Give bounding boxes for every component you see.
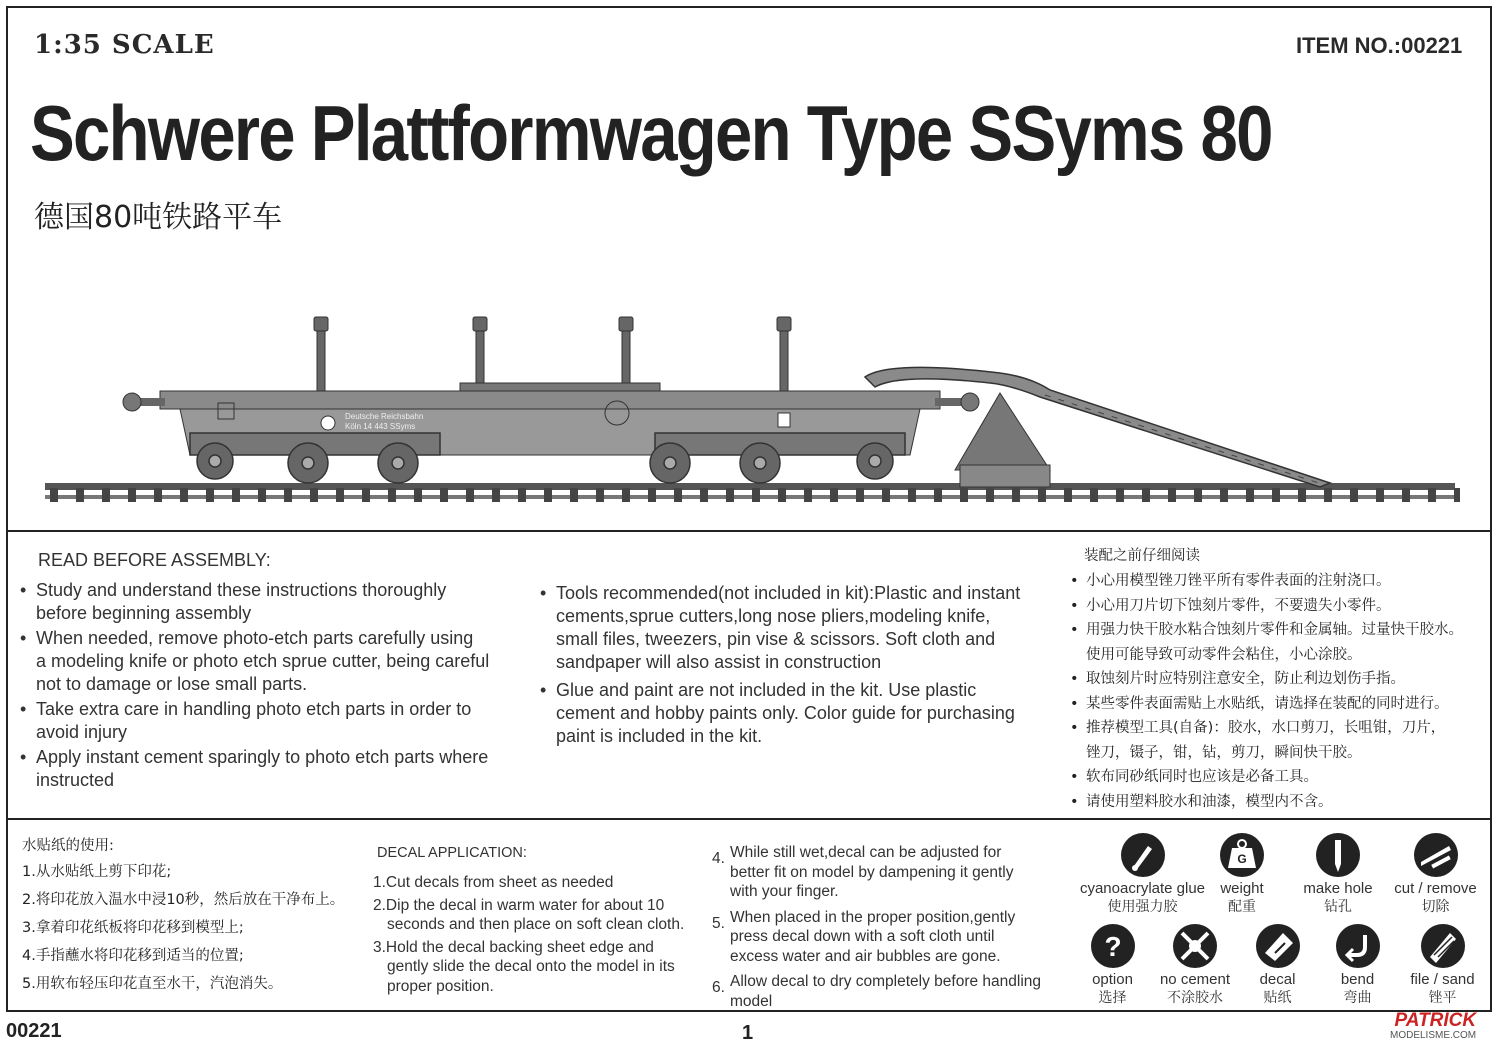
- drill-icon: [1315, 832, 1361, 878]
- decal-step-number: 6.: [712, 979, 725, 996]
- bend-icon: [1335, 923, 1381, 969]
- rail-tie: [1168, 488, 1176, 502]
- rail-tie: [908, 488, 916, 502]
- decal-step-cn: 3.拿着印花纸板将印花移到模型上;: [22, 920, 244, 936]
- bullet-item: [20, 746, 530, 792]
- rail-tie: [180, 488, 188, 502]
- decal-step-cn: 4.手指蘸水将印花移到适当的位置;: [22, 948, 244, 964]
- rail-tie: [414, 488, 422, 502]
- read-before-heading-cn: 装配之前仔细阅读: [1084, 548, 1200, 564]
- decal-step-line: with your finger.: [730, 883, 839, 900]
- rail-tie: [440, 488, 448, 502]
- decal-list-cn: [22, 858, 344, 998]
- scale-label: 1:35 SCALE: [34, 30, 215, 60]
- decal-step-number: 4.: [712, 850, 725, 867]
- bullet-line: before beginning assembly: [36, 603, 252, 623]
- legend-label: make hole: [1303, 880, 1373, 897]
- decal-step-line: proper position.: [387, 977, 494, 995]
- bullet-line: a modeling knife or photo etch sprue cutter, being careful: [36, 651, 490, 671]
- legend-label: cyanoacrylate glue: [1079, 880, 1206, 897]
- bullet-item: [540, 679, 1060, 748]
- rail-tie: [544, 488, 552, 502]
- bullet-line: • 用强力快干胶水粘合蚀刻片零件和金属轴。过量快干胶水。: [1086, 622, 1463, 638]
- legend-label-cn: 锉平: [1428, 990, 1457, 1006]
- legend-label: option: [1092, 971, 1133, 988]
- bullet-item: [20, 579, 530, 625]
- decal-step-line: 3.Hold the decal backing sheet edge and: [373, 938, 654, 956]
- bullet-line: sandpaper will also assist in construction: [556, 652, 882, 672]
- legend-item: [1080, 923, 1145, 1007]
- page-subtitle-cn: 德国80吨铁路平车: [34, 200, 283, 235]
- page-number: 1: [742, 1022, 754, 1044]
- bullet-line: • 小心用刀片切下蚀刻片零件，不要遗失小零件。: [1086, 597, 1391, 614]
- bullet-item: [1070, 569, 1490, 594]
- icon-glyph: G: [1237, 852, 1247, 866]
- bullet-item: [1070, 790, 1490, 815]
- rail-tie: [622, 488, 630, 502]
- decal-step-line: When placed in the proper position,gently: [730, 908, 1016, 926]
- rail-tie: [596, 488, 604, 502]
- rail-tie: [128, 488, 136, 502]
- decal-step-line: press decal down with a soft cloth until: [730, 928, 995, 945]
- bullet-line: • When needed, remove photo-etch parts carefully using: [36, 628, 474, 648]
- rail-tie: [856, 488, 864, 502]
- rail-tie: [1038, 488, 1046, 502]
- bullet-item: [20, 698, 530, 744]
- decal-step: [373, 938, 708, 997]
- bullet-line: • Take extra care in handling photo etch parts in order to: [36, 699, 472, 719]
- rail-tie: [1116, 488, 1124, 502]
- bullet-line: small files, tweezers, pin vise & scissors. Soft cloth and: [556, 629, 996, 649]
- bullet-item: [1070, 765, 1490, 790]
- rail-tie: [1272, 488, 1280, 502]
- bullet-item: [1070, 594, 1490, 619]
- rail-tie: [1220, 488, 1228, 502]
- bullet-item: [1070, 618, 1490, 667]
- read-before-list-2: [540, 582, 1060, 748]
- legend-label-cn: 配重: [1228, 899, 1256, 915]
- rail-tie: [284, 488, 292, 502]
- legend-label: no cement: [1159, 971, 1231, 988]
- weight-icon: [1219, 832, 1265, 878]
- rail-tie: [778, 488, 786, 502]
- file-sand-icon: [1420, 923, 1466, 969]
- rail-tie: [310, 488, 318, 502]
- read-before-list-cn: [1070, 569, 1490, 814]
- rail-tie: [570, 488, 578, 502]
- legend-label-cn: 钻孔: [1324, 899, 1352, 915]
- bullet-line: • Apply instant cement sparingly to photo etch parts where: [36, 747, 489, 767]
- watermark-bottom: MODELISME.COM: [1390, 1030, 1477, 1041]
- divider-top: [6, 530, 1492, 532]
- bullet-line: • 请使用塑料胶水和油漆，模型内不含。: [1086, 793, 1333, 810]
- decal-step-line: gently slide the decal onto the model in its: [387, 958, 675, 975]
- wagon-marking-2: Köln 14 443 SSyms: [345, 422, 416, 431]
- rail-tie: [1194, 488, 1202, 502]
- legend-label: decal: [1259, 971, 1296, 988]
- glue-drop-icon: [1120, 832, 1166, 878]
- decal-step-number: 5.: [712, 914, 725, 932]
- legend-label-cn: 贴纸: [1263, 990, 1292, 1006]
- rail-tie: [830, 488, 838, 502]
- rail-tie: [1402, 488, 1410, 502]
- knife-icon: [1413, 832, 1459, 878]
- rail-tie: [1090, 488, 1098, 502]
- rail-tie: [1142, 488, 1150, 502]
- rail-tie: [388, 488, 396, 502]
- decal-step-line: While still wet,decal can be adjusted for: [730, 844, 1002, 861]
- bullet-line: 锉刀，镊子，钳，钻，剪刀，瞬间快干胶。: [1086, 744, 1362, 761]
- legend-label-cn: 选择: [1098, 990, 1127, 1006]
- legend-label: cut / remove: [1394, 880, 1477, 897]
- decal-step: [712, 843, 1067, 902]
- decal-step-cn: 1.从水贴纸上剪下印花;: [22, 864, 172, 880]
- decal-heading: DECAL APPLICATION:: [377, 845, 527, 861]
- watermark-top: PATRICK: [1394, 1010, 1477, 1031]
- rail-tie: [700, 488, 708, 502]
- rail-tie: [1350, 488, 1358, 502]
- bullet-line: paint is included in the kit.: [556, 726, 763, 746]
- decal-list: [373, 873, 708, 996]
- rail-track: [45, 483, 1460, 502]
- bullet-line: 使用可能导致可动零件会粘住，小心涂胶。: [1086, 646, 1362, 663]
- rail-tie: [232, 488, 240, 502]
- rail-tie: [1454, 488, 1460, 502]
- rail-tie: [1064, 488, 1072, 502]
- decal-step: [373, 896, 708, 935]
- rail-tie: [934, 488, 942, 502]
- watermark: [1390, 1012, 1476, 1042]
- rail-tie: [102, 488, 110, 502]
- rail-tie: [50, 488, 58, 502]
- bullet-line: • 推荐模型工具(自备)：胶水，水口剪刀，长咀钳，刀片，: [1086, 720, 1446, 736]
- bullet-item: [1070, 667, 1490, 692]
- rail-tie: [76, 488, 84, 502]
- rail-tie: [1428, 488, 1436, 502]
- rail-tie: [1298, 488, 1306, 502]
- page-title: Schwere Plattformwagen Type SSyms 80: [30, 89, 1272, 177]
- decal-step: [712, 972, 1067, 1011]
- legend-item: [1250, 923, 1305, 1007]
- legend-label-cn: 使用强力胶: [1107, 899, 1178, 915]
- bullet-line: cements,sprue cutters,long nose pliers,modeling knife,: [556, 606, 991, 626]
- rail-tie: [518, 488, 526, 502]
- decal-step: [373, 873, 708, 893]
- bullet-line: avoid injury: [36, 722, 128, 742]
- decal-step-line: 1.Cut decals from sheet as needed: [373, 874, 614, 891]
- legend-label: file / sand: [1410, 971, 1475, 988]
- decal-step-cn: 2.将印花放入温水中浸10秒，然后放在干净布上。: [22, 892, 345, 908]
- bullet-item: [540, 582, 1060, 674]
- decal-step: [712, 908, 1067, 967]
- decal-heading-cn: 水贴纸的使用:: [22, 838, 114, 854]
- bullet-line: instructed: [36, 770, 115, 790]
- read-before-list-1: [20, 579, 530, 792]
- bullet-item: [1070, 692, 1490, 717]
- rail-tie: [648, 488, 656, 502]
- rail-tie: [726, 488, 734, 502]
- legend-label: weight: [1220, 880, 1264, 897]
- rail-tie: [752, 488, 760, 502]
- bullet-item: [1070, 716, 1490, 765]
- rail-tie: [1246, 488, 1254, 502]
- icon-glyph: ?: [1103, 931, 1122, 962]
- divider-bottom: [6, 818, 1492, 820]
- rail-tie: [882, 488, 890, 502]
- decal-step-line: better fit on model by dampening it gently: [730, 863, 1014, 881]
- legend-item: [1155, 923, 1235, 1007]
- decal-step-line: seconds and then place on soft clean cloth.: [387, 916, 685, 933]
- decal-step-cn: 5.用软布轻压印花直至水干，汽泡消失。: [22, 976, 283, 992]
- read-before-heading: READ BEFORE ASSEMBLY:: [38, 550, 271, 570]
- decal-step-line: 2.Dip the decal in warm water for about 10: [373, 896, 665, 914]
- bullet-line: • Glue and paint are not included in the kit. Use plastic: [556, 680, 977, 700]
- legend-item: [1075, 832, 1210, 916]
- rail-tie: [362, 488, 370, 502]
- bullet-line: • Study and understand these instructions thoroughly: [36, 580, 447, 600]
- decal-step-line: Allow decal to dry completely before handling: [730, 973, 1042, 990]
- legend-item: [1405, 923, 1480, 1007]
- footer-code: 00221: [6, 1020, 62, 1042]
- legend-item: [1330, 923, 1385, 1007]
- legend-label-cn: 不涂胶水: [1167, 990, 1223, 1006]
- item-number: ITEM NO.:00221: [1296, 33, 1463, 58]
- bullet-line: not to damage or lose small parts.: [36, 674, 308, 694]
- rail-tie: [492, 488, 500, 502]
- ramp-stand: [865, 367, 1330, 487]
- legend-label-cn: 弯曲: [1343, 990, 1372, 1006]
- bullet-line: • 软布同砂纸同时也应该是必备工具。: [1086, 769, 1318, 785]
- rail-tie: [258, 488, 266, 502]
- question-icon: [1090, 923, 1136, 969]
- decal-icon: [1255, 923, 1301, 969]
- rail-tie: [1376, 488, 1384, 502]
- rail-tie: [154, 488, 162, 502]
- legend-label-cn: 切除: [1421, 899, 1450, 915]
- decal-step-line: excess water and air bubbles are gone.: [730, 947, 1001, 965]
- rail-tie: [674, 488, 682, 502]
- bullet-line: • 取蚀刻片时应特别注意安全，防止利边划伤手指。: [1086, 671, 1405, 687]
- bullet-line: cement and hobby paints only. Color guide for purchasing: [556, 703, 1015, 723]
- legend-item: [1298, 832, 1378, 916]
- rail-tie: [986, 488, 994, 502]
- legend-label: bend: [1340, 971, 1375, 988]
- rail-tie: [1324, 488, 1332, 502]
- rail-tie: [206, 488, 214, 502]
- legend-item: [1388, 832, 1483, 916]
- rail-tie: [1012, 488, 1020, 502]
- wagon-illustration: [40, 305, 1460, 510]
- wagon-marking-1: Deutsche Reichsbahn: [345, 412, 424, 421]
- decal-list-2: [712, 843, 1067, 1011]
- rail-tie: [466, 488, 474, 502]
- rail-tie: [960, 488, 968, 502]
- rail-tie: [804, 488, 812, 502]
- rail-tie: [336, 488, 344, 502]
- bullet-line: • 某些零件表面需贴上水贴纸，请选择在装配的同时进行。: [1086, 695, 1449, 712]
- no-cement-icon: [1172, 923, 1218, 969]
- bullet-line: • Tools recommended(not included in kit):Plastic and instant: [556, 583, 1021, 603]
- decal-step-line: model: [730, 992, 773, 1010]
- bullet-item: [20, 627, 530, 696]
- bullet-line: • 小心用模型锉刀锉平所有零件表面的注射浇口。: [1086, 573, 1391, 589]
- legend-item: [1212, 832, 1272, 916]
